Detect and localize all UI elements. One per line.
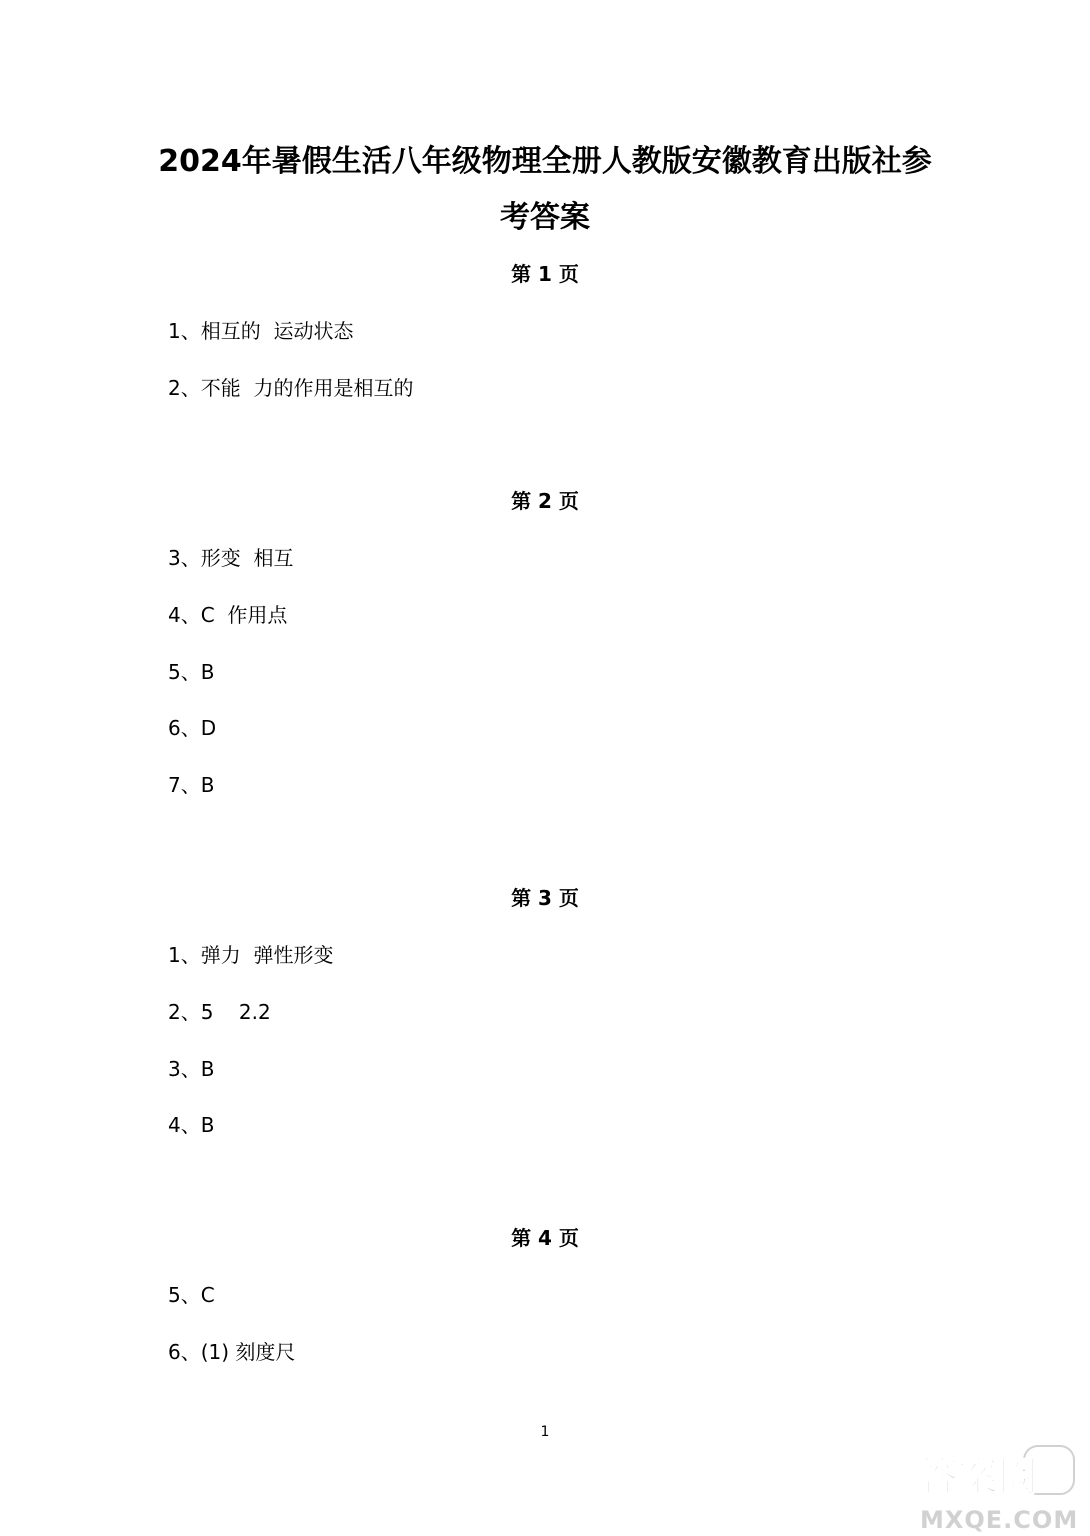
section-heading-page-4: 第 4 页 [511, 1226, 579, 1250]
section-heading-page-2: 第 2 页 [511, 489, 579, 513]
answer-item: 7、B [168, 773, 215, 797]
answer-item: 6、(1) 刻度尺 [168, 1340, 296, 1364]
page-number: 1 [540, 1424, 550, 1440]
answer-item: 2、5 2.2 [168, 1000, 271, 1024]
answer-item: 5、B [168, 660, 215, 684]
document-title-line-1: 2024年暑假生活八年级物理全册人教版安徽教育出版社参 [158, 144, 932, 179]
answer-item: 4、C 作用点 [168, 603, 288, 627]
document-title-line-2: 考答案 [500, 200, 590, 235]
answer-item: 3、B [168, 1057, 215, 1081]
answer-item: 1、弹力 弹性形变 [168, 943, 334, 967]
answer-item: 5、C [168, 1283, 215, 1307]
answer-item: 2、不能 力的作用是相互的 [168, 376, 414, 400]
answer-item: 3、形变 相互 [168, 546, 294, 570]
answer-item: 4、B [168, 1113, 215, 1137]
answer-item: 6、D [168, 716, 217, 740]
section-heading-page-1: 第 1 页 [511, 262, 579, 286]
answer-item: 1、相互的 运动状态 [168, 319, 354, 343]
svg-text:答案圈: 答案圈 [918, 1454, 1038, 1500]
section-heading-page-3: 第 3 页 [511, 886, 579, 910]
watermark-logo [912, 1442, 1082, 1534]
svg-text:MXQE.COM: MXQE.COM [920, 1506, 1079, 1534]
